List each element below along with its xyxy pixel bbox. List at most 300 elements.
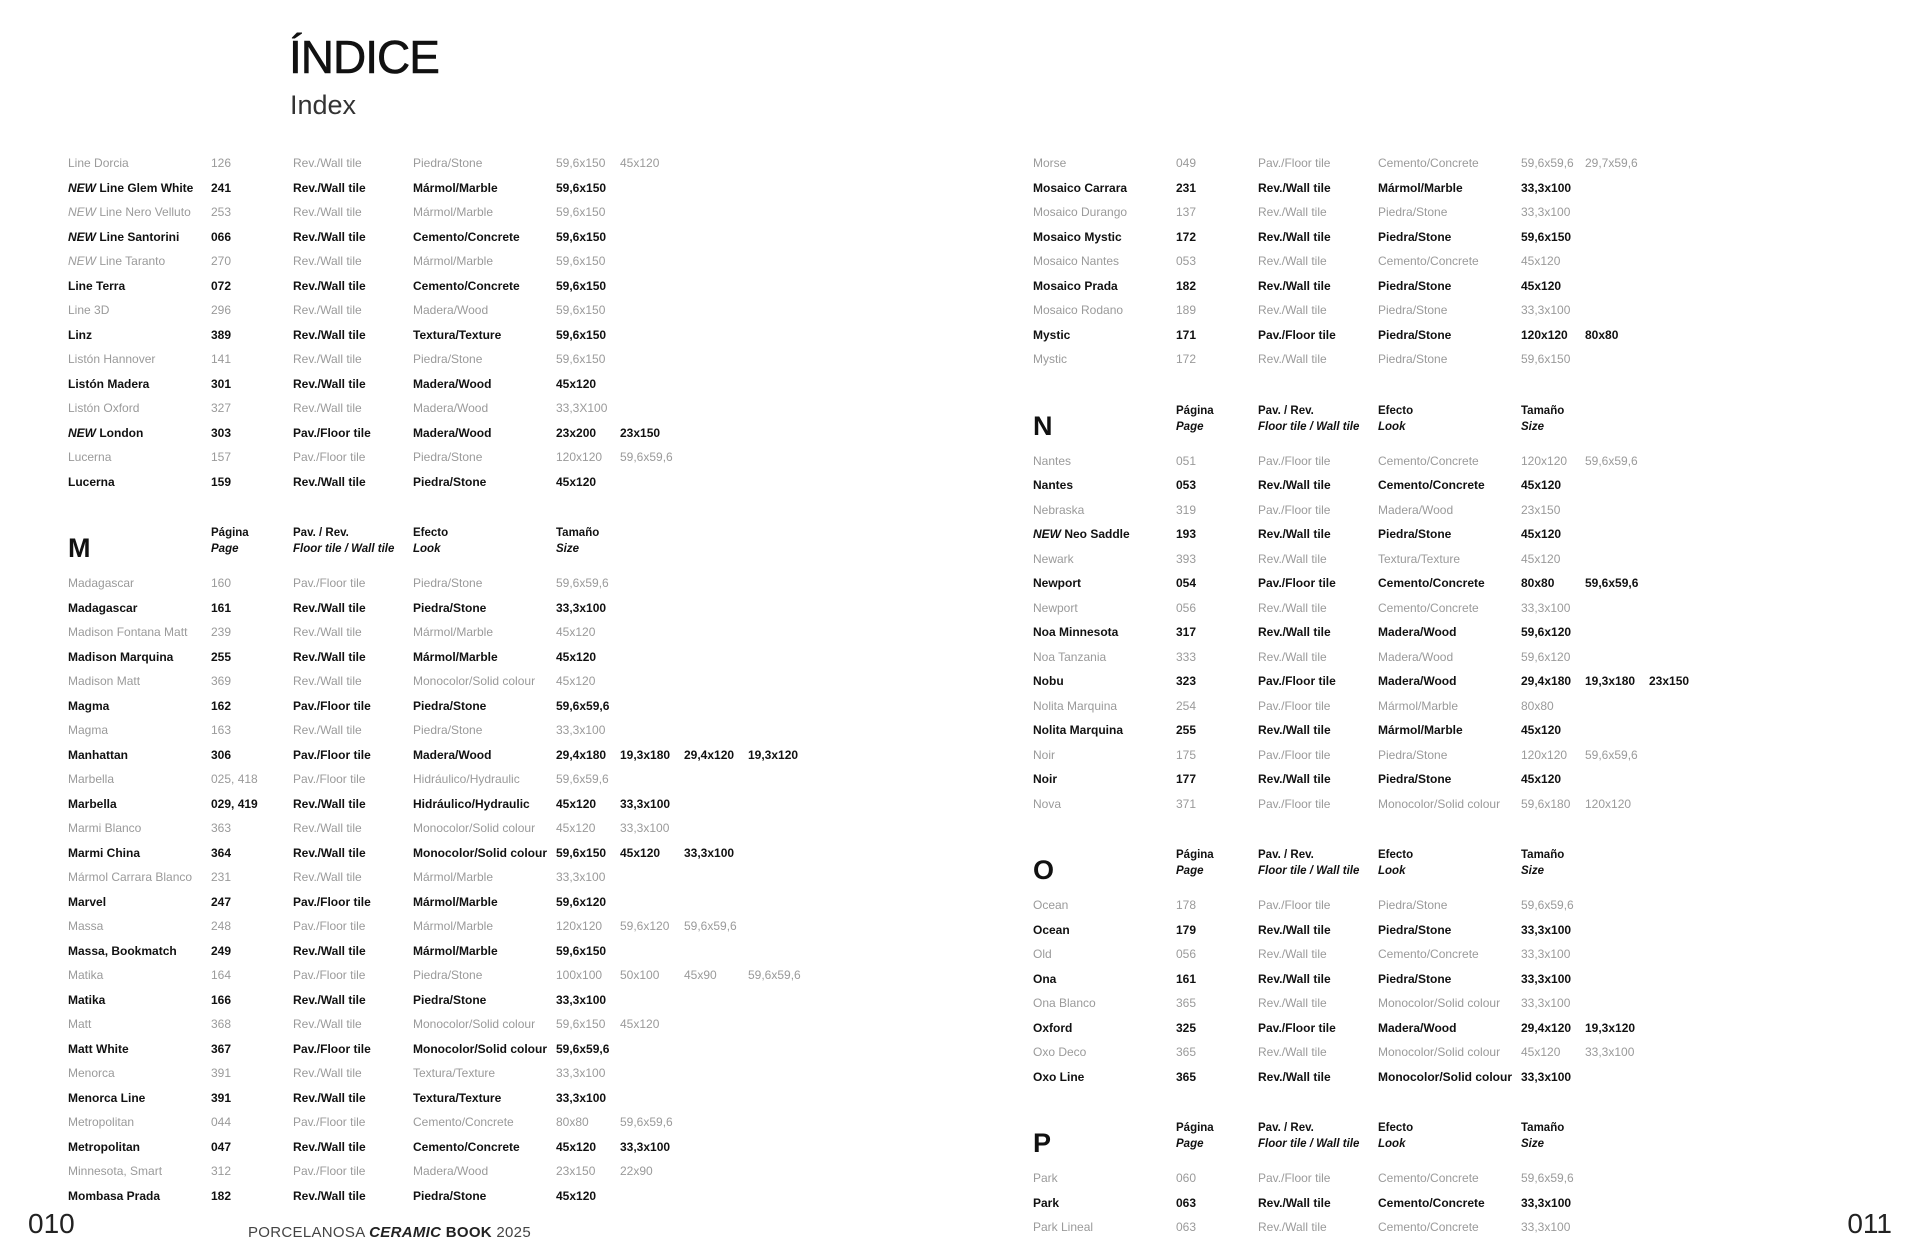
index-row xyxy=(68,669,948,694)
page-number: 239 xyxy=(211,625,232,639)
tile-size: 45x120 xyxy=(1521,551,1561,566)
tile-type: Pav./Floor tile xyxy=(1258,674,1336,688)
page-number: 056 xyxy=(1176,947,1197,961)
tile-look: Monocolor/Solid colour xyxy=(1378,796,1501,811)
heading-es: Pav. / Rev. xyxy=(1258,849,1314,861)
page-number: 365 xyxy=(1176,1045,1197,1059)
tile-type: Rev./Wall tile xyxy=(293,401,362,415)
product-name-text: Mosaico Prada xyxy=(1033,278,1118,293)
tile-size: 59,6x59,6 xyxy=(1521,156,1574,170)
tile-look: Monocolor/Solid colour xyxy=(1378,996,1501,1010)
page-number: 056 xyxy=(1176,600,1197,615)
heading-es: Efecto xyxy=(413,527,449,539)
product-name-text: Matt White xyxy=(68,1041,129,1056)
tile-look: Cemento/Concrete xyxy=(1378,478,1485,492)
tile-look: Cemento/Concrete xyxy=(413,1115,514,1129)
index-row xyxy=(68,1086,948,1111)
product-name-text: Old xyxy=(1033,947,1052,961)
tile-size: 120x120 xyxy=(1585,796,1632,811)
index-row xyxy=(68,249,948,274)
tile-look: Piedra/Stone xyxy=(1378,971,1452,986)
product-name xyxy=(68,225,179,250)
product-name xyxy=(68,571,134,596)
page-number: 270 xyxy=(211,254,232,268)
tile-size: 33,3x100 xyxy=(1521,303,1571,317)
tile-type: Rev./Wall tile xyxy=(1258,772,1331,786)
tile-look: Madera/Wood xyxy=(1378,625,1457,639)
tile-look: Monocolor/Solid colour xyxy=(413,845,547,860)
tile-size: 33,3x100 xyxy=(620,821,670,835)
tile-size: 59,6x150 xyxy=(556,303,606,317)
tile-look: Piedra/Stone xyxy=(413,450,483,464)
tile-look: Piedra/Stone xyxy=(1378,352,1448,366)
product-name xyxy=(1033,620,1118,645)
tile-type: Pav./Floor tile xyxy=(293,772,366,786)
page-number: 393 xyxy=(1176,551,1197,566)
page-subtitle: Index xyxy=(290,90,357,120)
product-name xyxy=(68,298,109,323)
tile-look: Mármol/Marble xyxy=(1378,698,1459,713)
product-name-text: Nolita Marquina xyxy=(1033,698,1118,713)
product-name-text: Mosaico Durango xyxy=(1033,205,1128,219)
tile-size: 45x120 xyxy=(556,674,596,688)
page-number: 063 xyxy=(1176,1220,1197,1234)
tile-type: Rev./Wall tile xyxy=(293,1188,366,1203)
index-row xyxy=(1033,645,1913,670)
heading-en: Floor tile / Wall tile xyxy=(1258,865,1360,877)
tile-type: Rev./Wall tile xyxy=(1258,996,1327,1010)
product-name-text: Ocean xyxy=(1033,922,1070,937)
index-row xyxy=(68,571,948,596)
tile-look: Madera/Wood xyxy=(413,376,492,391)
tile-size: 45x120 xyxy=(556,649,597,664)
product-name-text: Park Lineal xyxy=(1033,1220,1094,1234)
tile-size: 45x120 xyxy=(556,1139,597,1154)
page-number: 389 xyxy=(211,327,232,342)
product-name xyxy=(68,323,92,348)
tile-look: Madera/Wood xyxy=(413,401,489,415)
index-row xyxy=(68,1061,948,1086)
index-row xyxy=(68,323,948,348)
tile-type: Rev./Wall tile xyxy=(293,796,366,811)
product-name-text: Morse xyxy=(1033,156,1067,170)
index-row xyxy=(1033,718,1913,743)
tile-size: 59,6x120 xyxy=(1521,625,1572,639)
tile-type: Rev./Wall tile xyxy=(1258,922,1331,937)
page-number: 365 xyxy=(1176,996,1197,1010)
tile-type: Rev./Wall tile xyxy=(293,205,362,219)
index-row xyxy=(68,1037,948,1062)
tile-size: 59,6x150 xyxy=(556,845,607,860)
page-number: 301 xyxy=(211,376,232,391)
tile-size: 59,6x59,6 xyxy=(1521,898,1574,912)
tile-size: 29,4x180 xyxy=(556,747,607,762)
tile-size: 59,6x150 xyxy=(1521,229,1572,244)
product-name xyxy=(68,792,117,817)
tile-look: Mármol/Marble xyxy=(413,649,498,664)
product-name xyxy=(1033,967,1056,992)
tile-size: 23x150 xyxy=(556,1164,596,1178)
product-name xyxy=(1033,694,1117,719)
product-name-text: Line Dorcia xyxy=(68,156,129,170)
tile-size: 19,3x120 xyxy=(748,747,799,762)
product-name xyxy=(68,718,108,743)
tile-type: Rev./Wall tile xyxy=(1258,478,1331,492)
index-row xyxy=(1033,743,1913,768)
tile-look: Piedra/Stone xyxy=(1378,205,1448,219)
index-row xyxy=(68,225,948,250)
tile-type: Rev./Wall tile xyxy=(1258,352,1327,366)
tile-look: Madera/Wood xyxy=(413,425,492,440)
product-name xyxy=(1033,323,1070,348)
tile-type: Rev./Wall tile xyxy=(1258,527,1331,541)
tile-type: Pav./Floor tile xyxy=(293,450,366,464)
heading-en: Look xyxy=(1378,1138,1406,1150)
product-name-text: Nantes xyxy=(1033,478,1074,492)
product-name xyxy=(68,347,155,372)
tile-size: 59,6x150 xyxy=(556,180,607,195)
page-number: 323 xyxy=(1176,674,1197,688)
page-number: 053 xyxy=(1176,254,1197,268)
heading-es: Efecto xyxy=(1378,849,1414,861)
index-row xyxy=(68,421,948,446)
heading-en: Page xyxy=(1176,865,1204,877)
brand-year: 2025 xyxy=(496,1224,531,1241)
tile-size: 59,6x59,6 xyxy=(1521,1171,1574,1185)
product-name-text: Park xyxy=(1033,1195,1060,1210)
product-name xyxy=(1033,571,1081,596)
tile-size: 59,6x120 xyxy=(1521,649,1571,664)
tile-type: Rev./Wall tile xyxy=(293,229,366,244)
tile-size: 45x120 xyxy=(556,821,596,835)
tile-look: Piedra/Stone xyxy=(413,992,487,1007)
tile-look: Madera/Wood xyxy=(1378,674,1457,688)
index-row xyxy=(68,645,948,670)
page-number: 025, 418 xyxy=(211,772,258,786)
product-name-text: Noa Minnesota xyxy=(1033,625,1119,639)
page-number: 367 xyxy=(211,1041,232,1056)
tile-size: 45x120 xyxy=(1521,772,1562,786)
tile-size: 45x120 xyxy=(620,1017,660,1031)
product-name xyxy=(68,669,140,694)
tile-type: Pav./Floor tile xyxy=(293,894,371,909)
tile-look: Piedra/Stone xyxy=(1378,772,1452,786)
page-number: 161 xyxy=(1176,971,1197,986)
index-row xyxy=(68,743,948,768)
tile-look: Textura/Texture xyxy=(413,1066,496,1080)
tile-type: Pav./Floor tile xyxy=(293,1164,366,1178)
column-heading-look xyxy=(1378,403,1413,435)
tile-size: 23x200 xyxy=(556,425,597,440)
tile-size: 45x120 xyxy=(1521,1045,1561,1059)
index-row xyxy=(1033,176,1913,201)
heading-en: Look xyxy=(1378,865,1406,877)
tile-type: Rev./Wall tile xyxy=(1258,254,1327,268)
heading-en: Page xyxy=(211,543,239,555)
tile-size: 59,6x59,6 xyxy=(748,968,801,982)
tile-type: Rev./Wall tile xyxy=(293,303,362,317)
tile-look: Monocolor/Solid colour xyxy=(1378,1045,1501,1059)
tile-type: Pav./Floor tile xyxy=(1258,156,1331,170)
tile-type: Rev./Wall tile xyxy=(1258,947,1327,961)
page-number-left: 010 xyxy=(28,1208,75,1239)
page-number: 164 xyxy=(211,968,232,982)
tile-size: 33,3x100 xyxy=(1521,996,1571,1010)
product-name-text: London xyxy=(99,425,144,440)
tile-size: 33,3x100 xyxy=(1521,180,1572,195)
product-name xyxy=(68,1061,115,1086)
product-name xyxy=(1033,942,1052,967)
product-name-text: Marmi Blanco xyxy=(68,821,142,835)
section-letter: P xyxy=(1033,1128,1052,1158)
product-name xyxy=(68,372,149,397)
product-name-text: Marvel xyxy=(68,894,107,909)
heading-en: Look xyxy=(1378,420,1406,433)
page-number: 163 xyxy=(211,723,232,737)
tile-type: Pav./Floor tile xyxy=(1258,502,1331,517)
product-name xyxy=(1033,249,1119,274)
page-number: 303 xyxy=(211,425,232,440)
column-heading-page xyxy=(1176,1120,1214,1152)
index-row xyxy=(68,298,948,323)
page-number: 159 xyxy=(211,474,232,489)
tile-size: 120x120 xyxy=(1521,747,1568,762)
product-name-text: Magma xyxy=(68,723,109,737)
tile-look: Piedra/Stone xyxy=(413,698,487,713)
product-name xyxy=(1033,991,1096,1016)
tile-look: Textura/Texture xyxy=(1378,551,1461,566)
tile-size: 33,3x100 xyxy=(620,1139,671,1154)
page-number: 255 xyxy=(211,649,232,664)
heading-en: Size xyxy=(1521,420,1545,433)
product-name xyxy=(1033,347,1067,372)
index-row xyxy=(68,890,948,915)
page-number: 141 xyxy=(211,352,232,366)
product-name-text: Massa, Bookmatch xyxy=(68,943,177,958)
section-header xyxy=(1033,397,1913,449)
tile-look: Textura/Texture xyxy=(413,327,502,342)
index-row xyxy=(1033,449,1913,474)
index-row xyxy=(68,1184,948,1209)
heading-en: Size xyxy=(556,543,580,555)
tile-type: Rev./Wall tile xyxy=(293,625,362,639)
product-name-text: Marbella xyxy=(68,796,117,811)
heading-es: Tamaño xyxy=(556,527,600,539)
tile-size: 45x120 xyxy=(556,1188,597,1203)
tile-type: Rev./Wall tile xyxy=(1258,551,1327,566)
page-number: 166 xyxy=(211,992,232,1007)
product-name xyxy=(68,620,187,645)
tile-type: Rev./Wall tile xyxy=(1258,1045,1327,1059)
product-name-text: Minnesota, Smart xyxy=(68,1164,163,1178)
tile-type: Rev./Wall tile xyxy=(293,1017,362,1031)
tile-type: Rev./Wall tile xyxy=(293,870,362,884)
page-number: 179 xyxy=(1176,922,1197,937)
tile-look: Cemento/Concrete xyxy=(1378,1195,1485,1210)
tile-type: Pav./Floor tile xyxy=(1258,327,1336,342)
product-name-text: Line 3D xyxy=(68,303,110,317)
index-row xyxy=(68,816,948,841)
heading-es: Página xyxy=(1176,404,1214,417)
product-name-text: Lucerna xyxy=(68,450,112,464)
page-number: 231 xyxy=(1176,180,1197,195)
product-name xyxy=(68,694,109,719)
tile-type: Rev./Wall tile xyxy=(293,674,362,688)
product-name-text: Ona Blanco xyxy=(1033,996,1096,1010)
page-number: 306 xyxy=(211,747,232,762)
heading-es: Efecto xyxy=(1378,404,1414,417)
tile-type: Rev./Wall tile xyxy=(1258,1195,1331,1210)
page-number: 325 xyxy=(1176,1020,1197,1035)
index-row xyxy=(1033,967,1913,992)
column-heading-look xyxy=(1378,847,1413,879)
column-heading-type xyxy=(1258,403,1359,435)
page-number: 312 xyxy=(211,1164,232,1178)
tile-look: Monocolor/Solid colour xyxy=(1378,1069,1512,1084)
product-name xyxy=(68,445,111,470)
tile-type: Rev./Wall tile xyxy=(293,723,362,737)
heading-es: Tamaño xyxy=(1521,849,1565,861)
index-row xyxy=(68,718,948,743)
tile-size: 80x80 xyxy=(1521,698,1554,713)
tile-size: 45x90 xyxy=(684,968,717,982)
heading-en: Size xyxy=(1521,1138,1545,1150)
product-name xyxy=(1033,298,1123,323)
tile-type: Rev./Wall tile xyxy=(293,278,366,293)
product-name xyxy=(68,914,103,939)
product-name-text: Menorca xyxy=(68,1066,115,1080)
heading-es: Página xyxy=(211,527,249,539)
tile-look: Madera/Wood xyxy=(1378,1020,1457,1035)
product-name-text: Listón Oxford xyxy=(68,401,140,415)
tile-type: Rev./Wall tile xyxy=(293,1139,366,1154)
index-row xyxy=(68,792,948,817)
page-number: 189 xyxy=(1176,303,1197,317)
index-row xyxy=(68,151,948,176)
product-name xyxy=(68,963,103,988)
tile-size: 59,6x120 xyxy=(620,919,670,933)
column-heading-look xyxy=(413,525,448,557)
product-name-text: Listón Madera xyxy=(68,376,150,391)
tile-look: Piedra/Stone xyxy=(413,352,483,366)
product-name xyxy=(68,645,173,670)
tile-type: Pav./Floor tile xyxy=(293,576,366,590)
page-number: 371 xyxy=(1176,796,1197,811)
new-tag: NEW xyxy=(1033,527,1061,541)
index-row xyxy=(1033,547,1913,572)
tile-type: Rev./Wall tile xyxy=(293,943,366,958)
tile-size: 45x120 xyxy=(1521,478,1562,492)
tile-size: 23x150 xyxy=(1521,502,1561,517)
product-name-text: Marbella xyxy=(68,772,115,786)
product-name xyxy=(68,816,141,841)
product-name xyxy=(1033,669,1064,694)
tile-size: 33,3x100 xyxy=(556,723,606,737)
page-number: 053 xyxy=(1176,478,1197,492)
product-name-text: Nantes xyxy=(1033,453,1072,468)
tile-look: Mármol/Marble xyxy=(1378,180,1463,195)
tile-size: 33,3x100 xyxy=(1521,1195,1572,1210)
tile-size: 33,3x100 xyxy=(1521,1069,1572,1084)
page-number: 162 xyxy=(211,698,232,713)
page-number: 072 xyxy=(211,278,232,293)
product-name-text: Noir xyxy=(1033,772,1057,786)
product-name xyxy=(1033,274,1118,299)
tile-size: 33,3X100 xyxy=(556,401,608,415)
tile-size: 45x120 xyxy=(556,625,596,639)
product-name xyxy=(68,1135,140,1160)
index-row xyxy=(1033,323,1913,348)
tile-look: Monocolor/Solid colour xyxy=(413,1017,536,1031)
product-name xyxy=(1033,151,1066,176)
product-name-text: Matt xyxy=(68,1017,92,1031)
product-name xyxy=(1033,893,1068,918)
tile-type: Rev./Wall tile xyxy=(1258,649,1327,664)
tile-size: 29,4x180 xyxy=(1521,674,1572,688)
product-name xyxy=(1033,792,1061,817)
column-heading-size xyxy=(556,525,599,557)
page-number: 161 xyxy=(211,600,232,615)
tile-look: Mármol/Marble xyxy=(413,894,498,909)
tile-look: Mármol/Marble xyxy=(413,254,494,268)
tile-size: 45x120 xyxy=(1521,254,1561,268)
tile-look: Mármol/Marble xyxy=(413,919,494,933)
tile-type: Rev./Wall tile xyxy=(1258,180,1331,195)
tile-size: 45x120 xyxy=(1521,723,1562,737)
tile-look: Piedra/Stone xyxy=(1378,303,1448,317)
product-name-text: Madison Marquina xyxy=(68,649,174,664)
column-heading-page xyxy=(211,525,249,557)
product-name xyxy=(68,890,106,915)
tile-size: 59,6x59,6 xyxy=(556,698,610,713)
tile-look: Madera/Wood xyxy=(413,1164,489,1178)
tile-look: Mármol/Marble xyxy=(413,943,498,958)
product-name xyxy=(1033,449,1071,474)
tile-look: Mármol/Marble xyxy=(413,205,494,219)
product-name-text: Nobu xyxy=(1033,674,1064,688)
page-number: 177 xyxy=(1176,772,1197,786)
tile-size: 33,3x100 xyxy=(556,992,607,1007)
tile-size: 45x120 xyxy=(1521,527,1562,541)
index-row xyxy=(68,865,948,890)
index-row xyxy=(1033,498,1913,523)
page-number: 172 xyxy=(1176,229,1197,244)
product-name xyxy=(68,743,128,768)
product-name xyxy=(1033,743,1055,768)
tile-type: Rev./Wall tile xyxy=(293,254,362,268)
tile-size: 59,6x59,6 xyxy=(1585,453,1638,468)
tile-size: 59,6x150 xyxy=(556,254,606,268)
tile-type: Rev./Wall tile xyxy=(293,1090,366,1105)
tile-type: Rev./Wall tile xyxy=(1258,625,1331,639)
index-row xyxy=(1033,893,1913,918)
tile-look: Monocolor/Solid colour xyxy=(413,674,536,688)
page-number: 137 xyxy=(1176,205,1197,219)
index-row xyxy=(1033,918,1913,943)
tile-type: Pav./Floor tile xyxy=(293,968,366,982)
product-name xyxy=(1033,1215,1093,1240)
tile-type: Rev./Wall tile xyxy=(293,327,366,342)
tile-look: Piedra/Stone xyxy=(1378,327,1452,342)
index-row xyxy=(1033,792,1913,817)
tile-size: 59,6x59,6 xyxy=(684,919,737,933)
heading-es: Pav. / Rev. xyxy=(1258,404,1314,417)
index-row xyxy=(68,694,948,719)
index-row xyxy=(1033,991,1913,1016)
product-name xyxy=(1033,1065,1084,1090)
page-number-right: 011 xyxy=(1847,1208,1892,1239)
page-number: 172 xyxy=(1176,352,1197,366)
